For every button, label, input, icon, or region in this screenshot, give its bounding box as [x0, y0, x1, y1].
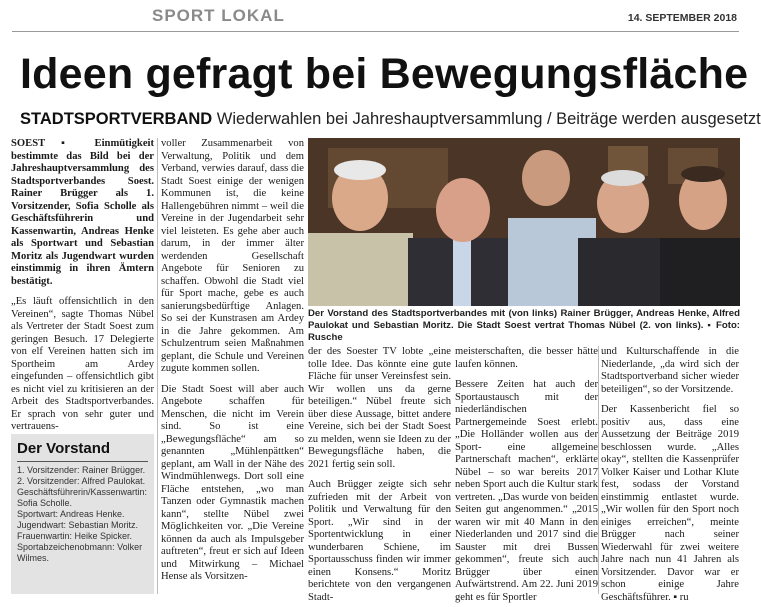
body-paragraph: meisterschaften, die besser hätte laufen können. — [455, 346, 598, 370]
list-item: Geschäftsführerin/Kassenwartin: Sofia Scholle. — [17, 487, 148, 508]
column-2 — [161, 138, 304, 588]
section-label: SPORT LOKAL — [152, 6, 285, 25]
deck-text: Wiederwahlen bei Jahreshauptversammlung / Beiträge werden ausgesetzt — [212, 110, 761, 128]
body-paragraph: Der Kassenbericht fiel so positiv aus, dass eine Aussetzung der Beiträge 2019 beschlossen wurde. „Alles okay“, stellten die Kassenprüfer Volker Kaiser und Lothar Klute fest, sodass der Vorstand einstimmig entlastet wurde. „Wir wollen für den Sport noch einiges erreichen“, meinte Brügger nach seiner Wiederwahl für zwei weitere Jahre nach nun 41 Jahren als Vorsitzender. Davor war er schon einige Jahre Geschäftsführer. ▪ ru — [601, 404, 739, 603]
group-photo-illustration — [308, 138, 740, 306]
header-rule — [12, 31, 739, 32]
body-paragraph: der des Soester TV lobte „eine tolle Idee. Das könnte eine gute Fläche für unser Vereinsfest sein. Wir wollen uns da gerne beteiligen.“ Nübel freute sich über diese Aussage, bittet andere Vereine, sich bei der Stadt Soest zu melden, wenn sie Ideen zu der Bewegungsfläche haben, die 2021 fertig sein soll. — [308, 346, 451, 470]
kicker: STADTSPORTVERBAND — [20, 110, 213, 128]
info-box-list — [17, 465, 148, 564]
column-5 — [601, 346, 739, 603]
list-item: Sportwart: Andreas Henke. — [17, 509, 125, 519]
info-box-title: Der Vorstand — [17, 440, 111, 457]
group-photo — [308, 138, 740, 306]
column-3 — [308, 346, 451, 603]
photo-caption: Der Vorstand des Stadtsportverbandes mit (von links) Rainer Brügger, Andreas Henke, Alfred Paulokat und Sebastian Moritz. Die Stadt Soest vertrat Thomas Nübel (2. von links). ▪ Foto: Rusche — [308, 308, 740, 343]
body-paragraph: Bessere Zeiten hat auch der Sportaustausch mit der niederländischen Partnergemeinde Soest erlebt. „Die Holländer wollen aus der Sport- eine allgemeine Partnerschaft machen“, erklärte Nübel – so war bereits 2017 neben Sport auch die Kultur stark vertreten. „Das wurde von beiden Seiten gut angenommen.“ „2015 waren wir mit 40 Mann in den Niederlanden und 2017 sind die Sauster mit drei Bussen gekommen“, freute sich auch Brügger über einen Aufwärtstrend. Am 22. Juni 2019 geht es für Sportler — [455, 379, 598, 603]
page-header — [0, 0, 751, 32]
body-paragraph: und Kulturschaffende in die Niederlande, „da wird sich der Stadtsportverband sicher wieder beteiligen“, so der Vorsitzende. — [601, 346, 739, 395]
list-item: Sportabzeichenobmann: Volker Wilmes. — [17, 542, 143, 563]
info-box-rule — [17, 461, 148, 462]
column-1 — [11, 138, 154, 432]
headline: Ideen gefragt bei Bewegungsfläche — [20, 50, 749, 98]
lead-paragraph: SOEST ▪ Einmütigkeit bestimmte das Bild bei der Jahreshauptversammlung des Stadtsportverbandes Soest. Rainer Brügger als 1. Vorsitzender, Sofia Scholle als Geschäftsführerin und Kassenwartin, Andreas Henke als Sportwart und Sebastian Moritz als Jugendwart wurden einstimmig in ihren Ämtern bestätigt. — [11, 138, 154, 287]
list-item: 2. Vorsitzender: Alfred Paulokat. — [17, 476, 146, 486]
column-divider — [598, 346, 599, 594]
info-box — [11, 434, 154, 594]
issue-date: 14. SEPTEMBER 2018 — [627, 12, 737, 24]
body-paragraph: Die Stadt Soest will aber auch Angebote schaffen für Menschen, die nicht im Verein sind. So ist eine „Bewegungsfläche“ am so genannten „Mühlenpättken“ geplant, am Wall in der Nähe des Windmühlenwegs. Dort soll eine Fläche entstehen, „wo man Tanzen oder Gymnastik machen kann“, stellte Nübel zwei Möglichkeiten vor. „Die Vereine können da auch als Impulsgeber auftreten“, freut er sich auf Ideen und Mitwirkung – Michael Hense als Vorsitzen- — [161, 383, 304, 582]
body-paragraph: „Es läuft offensichtlich in den Vereinen“, sagte Thomas Nübel als Vertreter der Stadt Soest zum geringen Besuch. 17 Delegierte von elf Vereinen hatten sich im Sportheim am Ardey eingefunden – offensichtlich gibt es nicht viel zu kritisieren an der Arbeit des Stadtsportverbandes. Er sprach von sehr guter und vertrauens- — [11, 296, 154, 432]
list-item: 1. Vorsitzender: Rainer Brügger. — [17, 465, 146, 475]
body-paragraph: Auch Brügger zeigte sich sehr zufrieden mit der Arbeit von Politik und Verwaltung für den Sport. „Wir sind in der Sportentwicklung in einer wunderbaren Schiene, im Sportausschuss finden wir immer einen Konsens.“ Moritz berichtete von den vergangenen Stadt- — [308, 479, 451, 603]
list-item: Frauenwartin: Heike Spicker. — [17, 531, 133, 541]
body-paragraph: voller Zusammenarbeit von Verwaltung, Politik und dem Verband, verwies darauf, dass die Stadt Soest einige der wenigen Kommunen ist, die keine Hallengebühren nimmt – weil die Vereine in der Jugendarbeit sehr viel leisteten. Es gehe aber auch darum, in der immer älter werdenden Gesellschaft Angebote für Senioren zu schaffen. Obwohl die Stadt viel für Sport mache, gebe es auch sanierungsbedürftige Anlagen. So sei der Kunstrasen am Ardey in die Jahre gekommen. Am Schulzentrum seien Maßnahmen geplant, die Schule und Vereinen zugute kommen sollen. — [161, 138, 304, 374]
list-item: Jugendwart: Sebastian Moritz. — [17, 520, 139, 530]
column-4 — [455, 346, 598, 603]
column-divider — [157, 138, 158, 594]
subheadline — [20, 110, 761, 129]
